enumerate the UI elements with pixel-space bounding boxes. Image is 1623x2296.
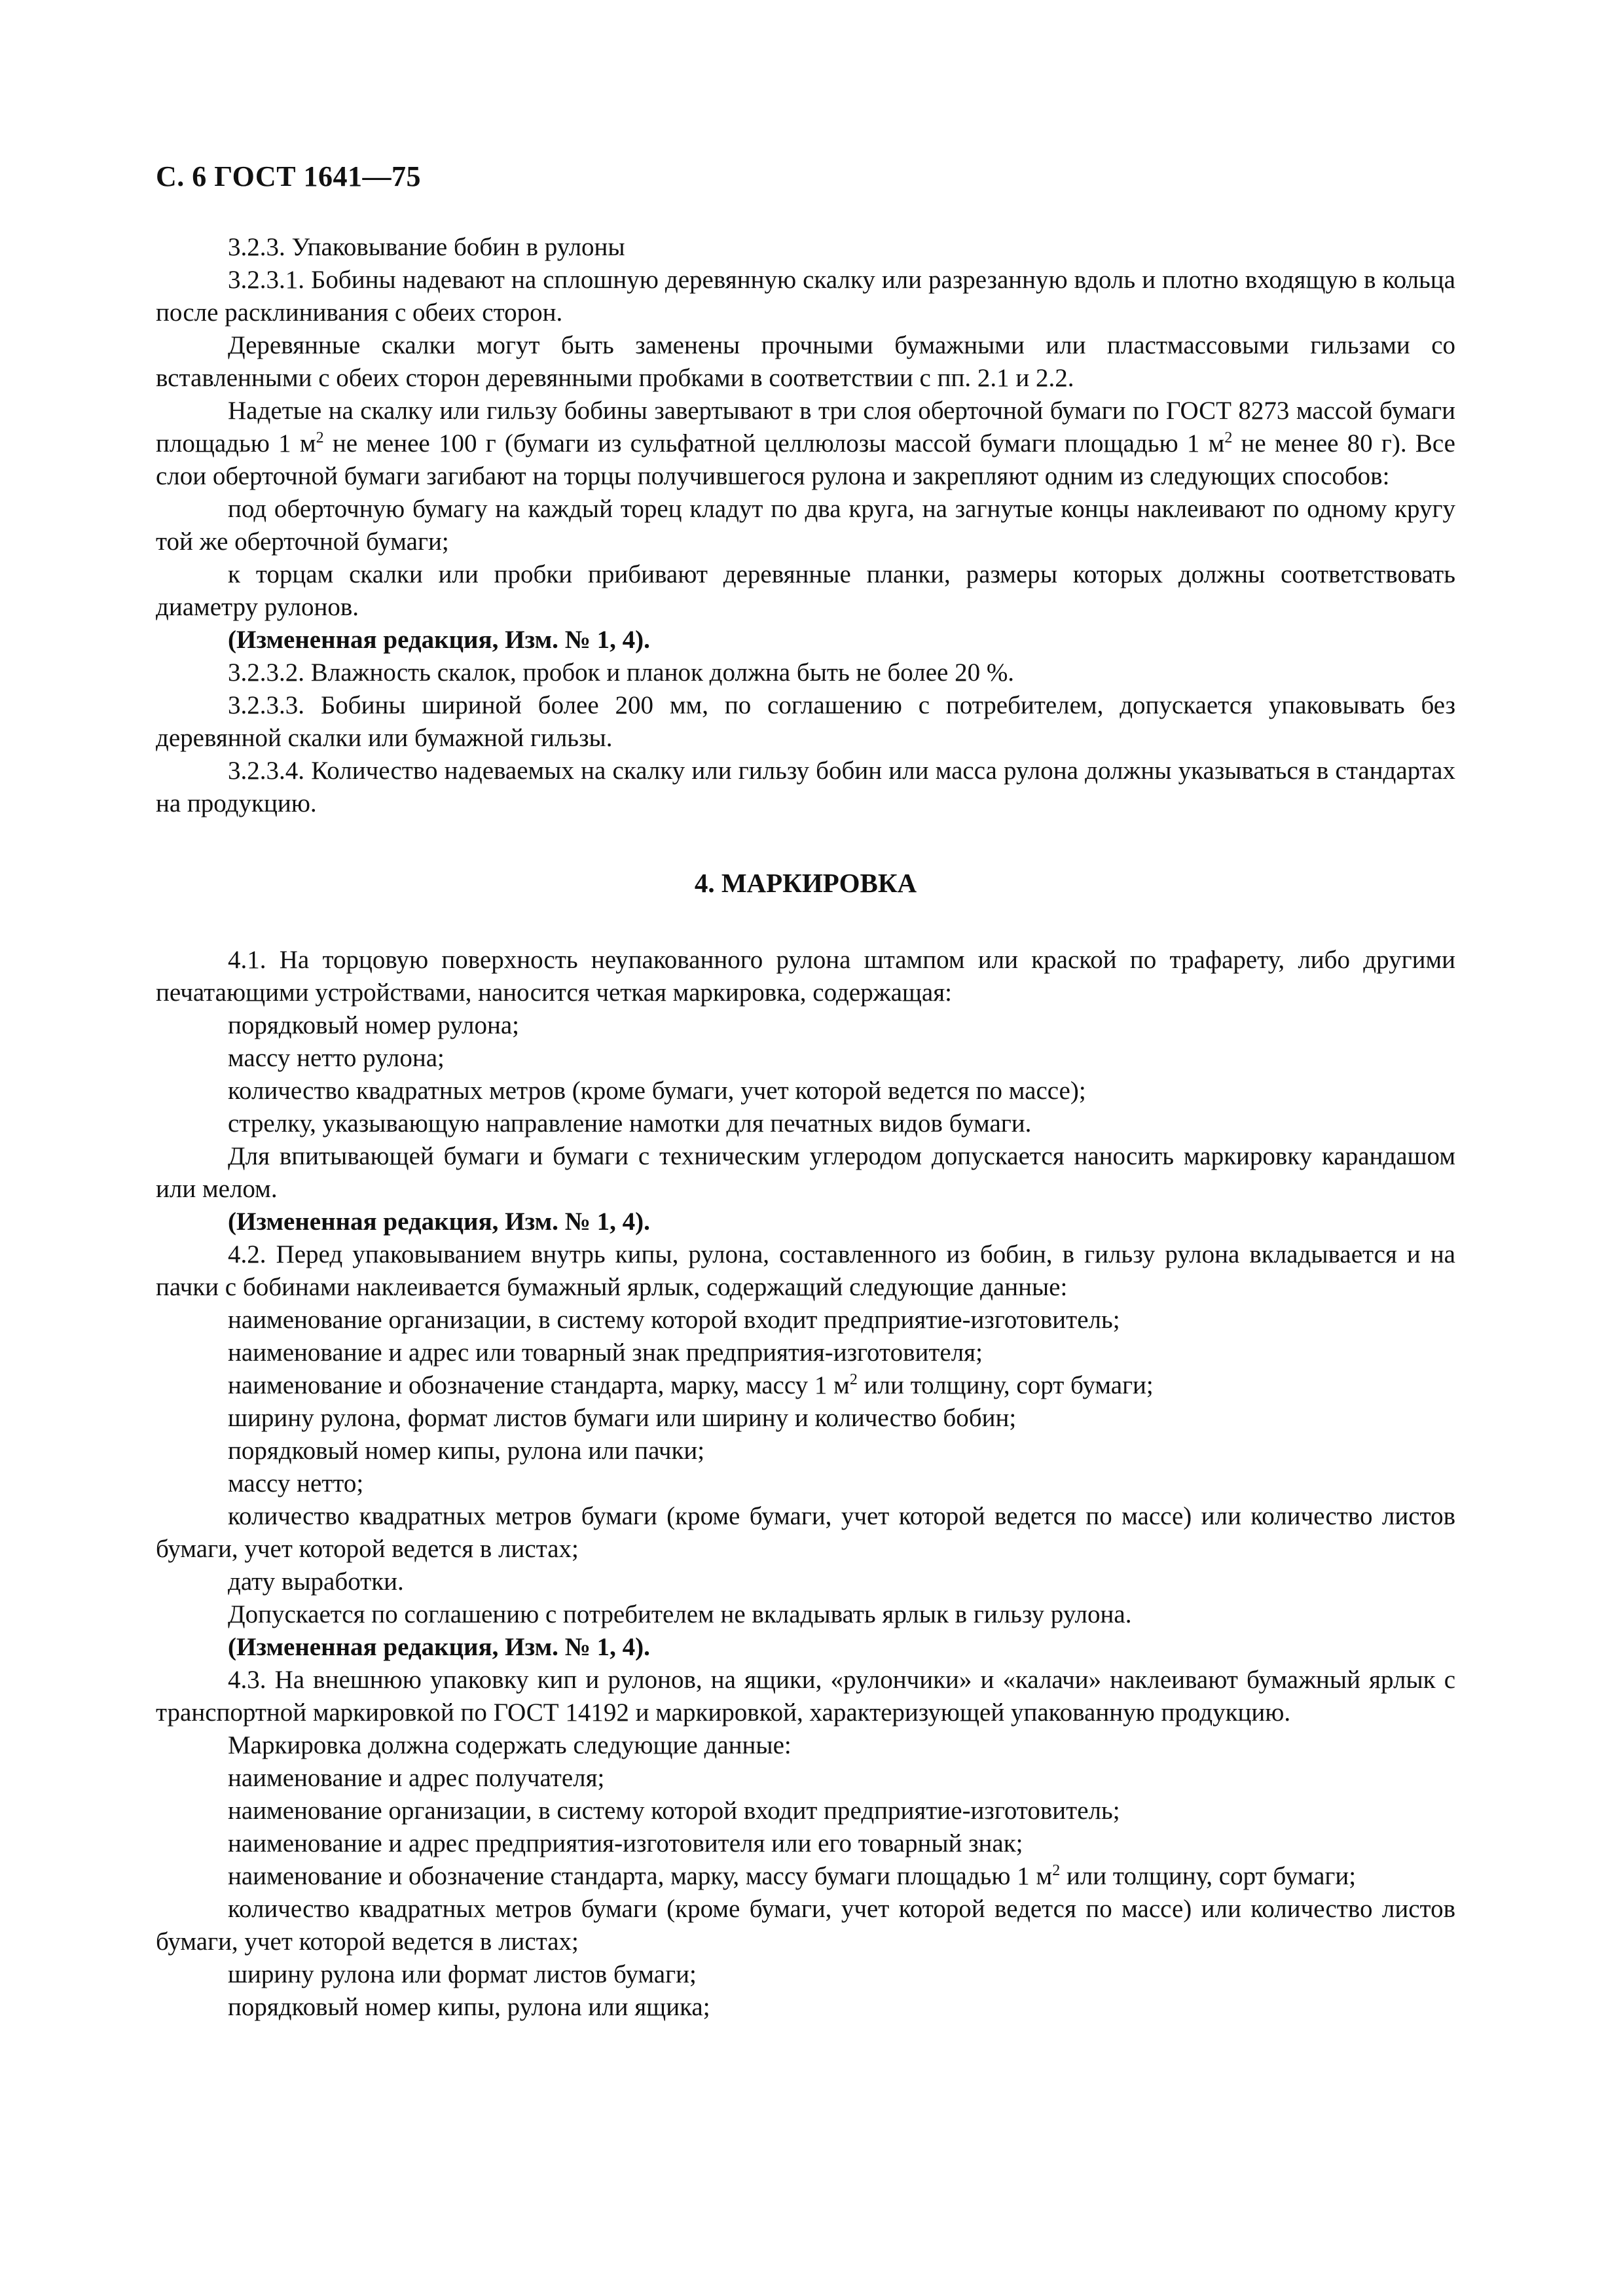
paragraph: массу нетто рулона; <box>228 1044 445 1072</box>
text-run: не менее 100 г (бумаги из сульфатной целлюлозы массой бумаги площадью 1 м <box>323 429 1225 457</box>
paragraph: 3.2.3.3. Бобины шириной более 200 мм, по соглашению с потребителем, допускается упаковывать без деревянной скалки или бумажной гильзы. <box>156 691 1455 752</box>
paragraph <box>156 395 1455 493</box>
paragraph: количество квадратных метров бумаги (кроме бумаги, учет которой ведется по массе) или количество листов бумаги, учет которой ведется в листах; <box>156 1502 1455 1563</box>
paragraph: наименование и адрес получателя; <box>228 1764 605 1792</box>
paragraph: порядковый номер рулона; <box>228 1011 519 1039</box>
paragraph: наименование и адрес предприятия-изготовителя или его товарный знак; <box>228 1829 1023 1857</box>
paragraph: дату выработки. <box>228 1568 404 1596</box>
paragraph: к торцам скалки или пробки прибивают деревянные планки, размеры которых должны соответствовать диаметру рулонов. <box>156 560 1455 621</box>
section-title: 4. МАРКИРОВКА <box>694 868 917 898</box>
section-4-marking <box>156 944 1455 2024</box>
amendment-note: (Измененная редакция, Изм. № 1, 4). <box>228 1208 650 1236</box>
paragraph <box>156 1369 1455 1402</box>
superscript: 2 <box>316 429 324 446</box>
paragraph: 3.2.3.4. Количество надеваемых на скалку или гильзу бобин или масса рулона должны указываться в стандартах на продукцию. <box>156 757 1455 817</box>
paragraph: порядковый номер кипы, рулона или пачки; <box>228 1437 705 1465</box>
paragraph: ширину рулона, формат листов бумаги или ширину и количество бобин; <box>228 1404 1017 1432</box>
paragraph: количество квадратных метров (кроме бумаги, учет которой ведется по массе); <box>228 1077 1086 1105</box>
paragraph: 3.2.3.1. Бобины надевают на сплошную деревянную скалку или разрезанную вдоль и плотно входящую в кольца после расклинивания с обеих сторон. <box>156 266 1455 327</box>
text-run: Надетые на скалку или гильзу бобины завертывают в три слоя оберточной бумаги по ГОСТ 8273 массой бумаги площадью 1 м <box>156 397 1455 457</box>
superscript: 2 <box>1224 429 1233 446</box>
amendment-note: (Измененная редакция, Изм. № 1, 4). <box>228 1633 650 1661</box>
paragraph: 4.1. На торцовую поверхность неупакованного рулона штампом или краской по трафарету, либо другими печатающими устройствами, наносится четкая маркировка, содержащая: <box>156 946 1455 1007</box>
paragraph: Деревянные скалки могут быть заменены прочными бумажными или пластмассовыми гильзами со вставленными с обеих сторон деревянными пробками в соответствии с пп. 2.1 и 2.2. <box>156 331 1455 392</box>
paragraph: под оберточную бумагу на каждый торец кладут по два круга, на загнутые концы наклеивают по одному кругу той же оберточной бумаги; <box>156 495 1455 556</box>
text-run: или толщину, сорт бумаги; <box>857 1371 1154 1399</box>
paragraph: Для впитывающей бумаги и бумаги с техническим углеродом допускается наносить маркировку карандашом или мелом. <box>156 1142 1455 1203</box>
paragraph: 4.3. На внешнюю упаковку кип и рулонов, на ящики, «рулончики» и «калачи» наклеивают бумажный ярлык с транспортной маркировкой по ГОСТ 14192 и маркировкой, характеризующей упакованную продукцию. <box>156 1666 1455 1727</box>
text-run: наименование и обозначение стандарта, марку, массу 1 м <box>228 1371 850 1399</box>
page-header: С. 6 ГОСТ 1641—75 <box>156 160 422 192</box>
paragraph: массу нетто; <box>228 1469 364 1498</box>
superscript: 2 <box>1052 1862 1061 1879</box>
paragraph: 3.2.3. Упаковывание бобин в рулоны <box>228 233 625 261</box>
paragraph: 4.2. Перед упаковыванием внутрь кипы, рулона, составленного из бобин, в гильзу рулона вкладывается и на пачки с бобинами наклеивается бумажный ярлык, содержащий следующие данные: <box>156 1240 1455 1301</box>
paragraph: стрелку, указывающую направление намотки для печатных видов бумаги. <box>228 1109 1032 1138</box>
paragraph: наименование организации, в систему которой входит предприятие-изготовитель; <box>228 1306 1120 1334</box>
paragraph: порядковый номер кипы, рулона или ящика; <box>228 1993 710 2021</box>
paragraph: Допускается по соглашению с потребителем не вкладывать ярлык в гильзу рулона. <box>228 1600 1132 1628</box>
paragraph: количество квадратных метров бумаги (кроме бумаги, учет которой ведется по массе) или количество листов бумаги, учет которой ведется в листах; <box>156 1895 1455 1956</box>
paragraph: наименование организации, в систему которой входит предприятие-изготовитель; <box>228 1797 1120 1825</box>
section-3-2-3 <box>156 231 1455 820</box>
paragraph <box>156 1860 1455 1893</box>
paragraph: Маркировка должна содержать следующие данные: <box>228 1731 792 1759</box>
paragraph: 3.2.3.2. Влажность скалок, пробок и планок должна быть не более 20 %. <box>228 658 1015 687</box>
text-run: или толщину, сорт бумаги; <box>1060 1862 1357 1890</box>
paragraph: ширину рулона или формат листов бумаги; <box>228 1960 697 1988</box>
text-run: наименование и обозначение стандарта, марку, массу бумаги площадью 1 м <box>228 1862 1053 1890</box>
superscript: 2 <box>849 1371 858 1388</box>
amendment-note: (Измененная редакция, Изм. № 1, 4). <box>228 626 650 654</box>
document-body <box>156 231 1455 2024</box>
text-run: не менее 80 г). Все слои оберточной бумаги загибают на торцы получившегося рулона и закрепляют одним из следующих способов: <box>156 429 1455 490</box>
paragraph: наименование и адрес или товарный знак предприятия-изготовителя; <box>228 1338 983 1367</box>
